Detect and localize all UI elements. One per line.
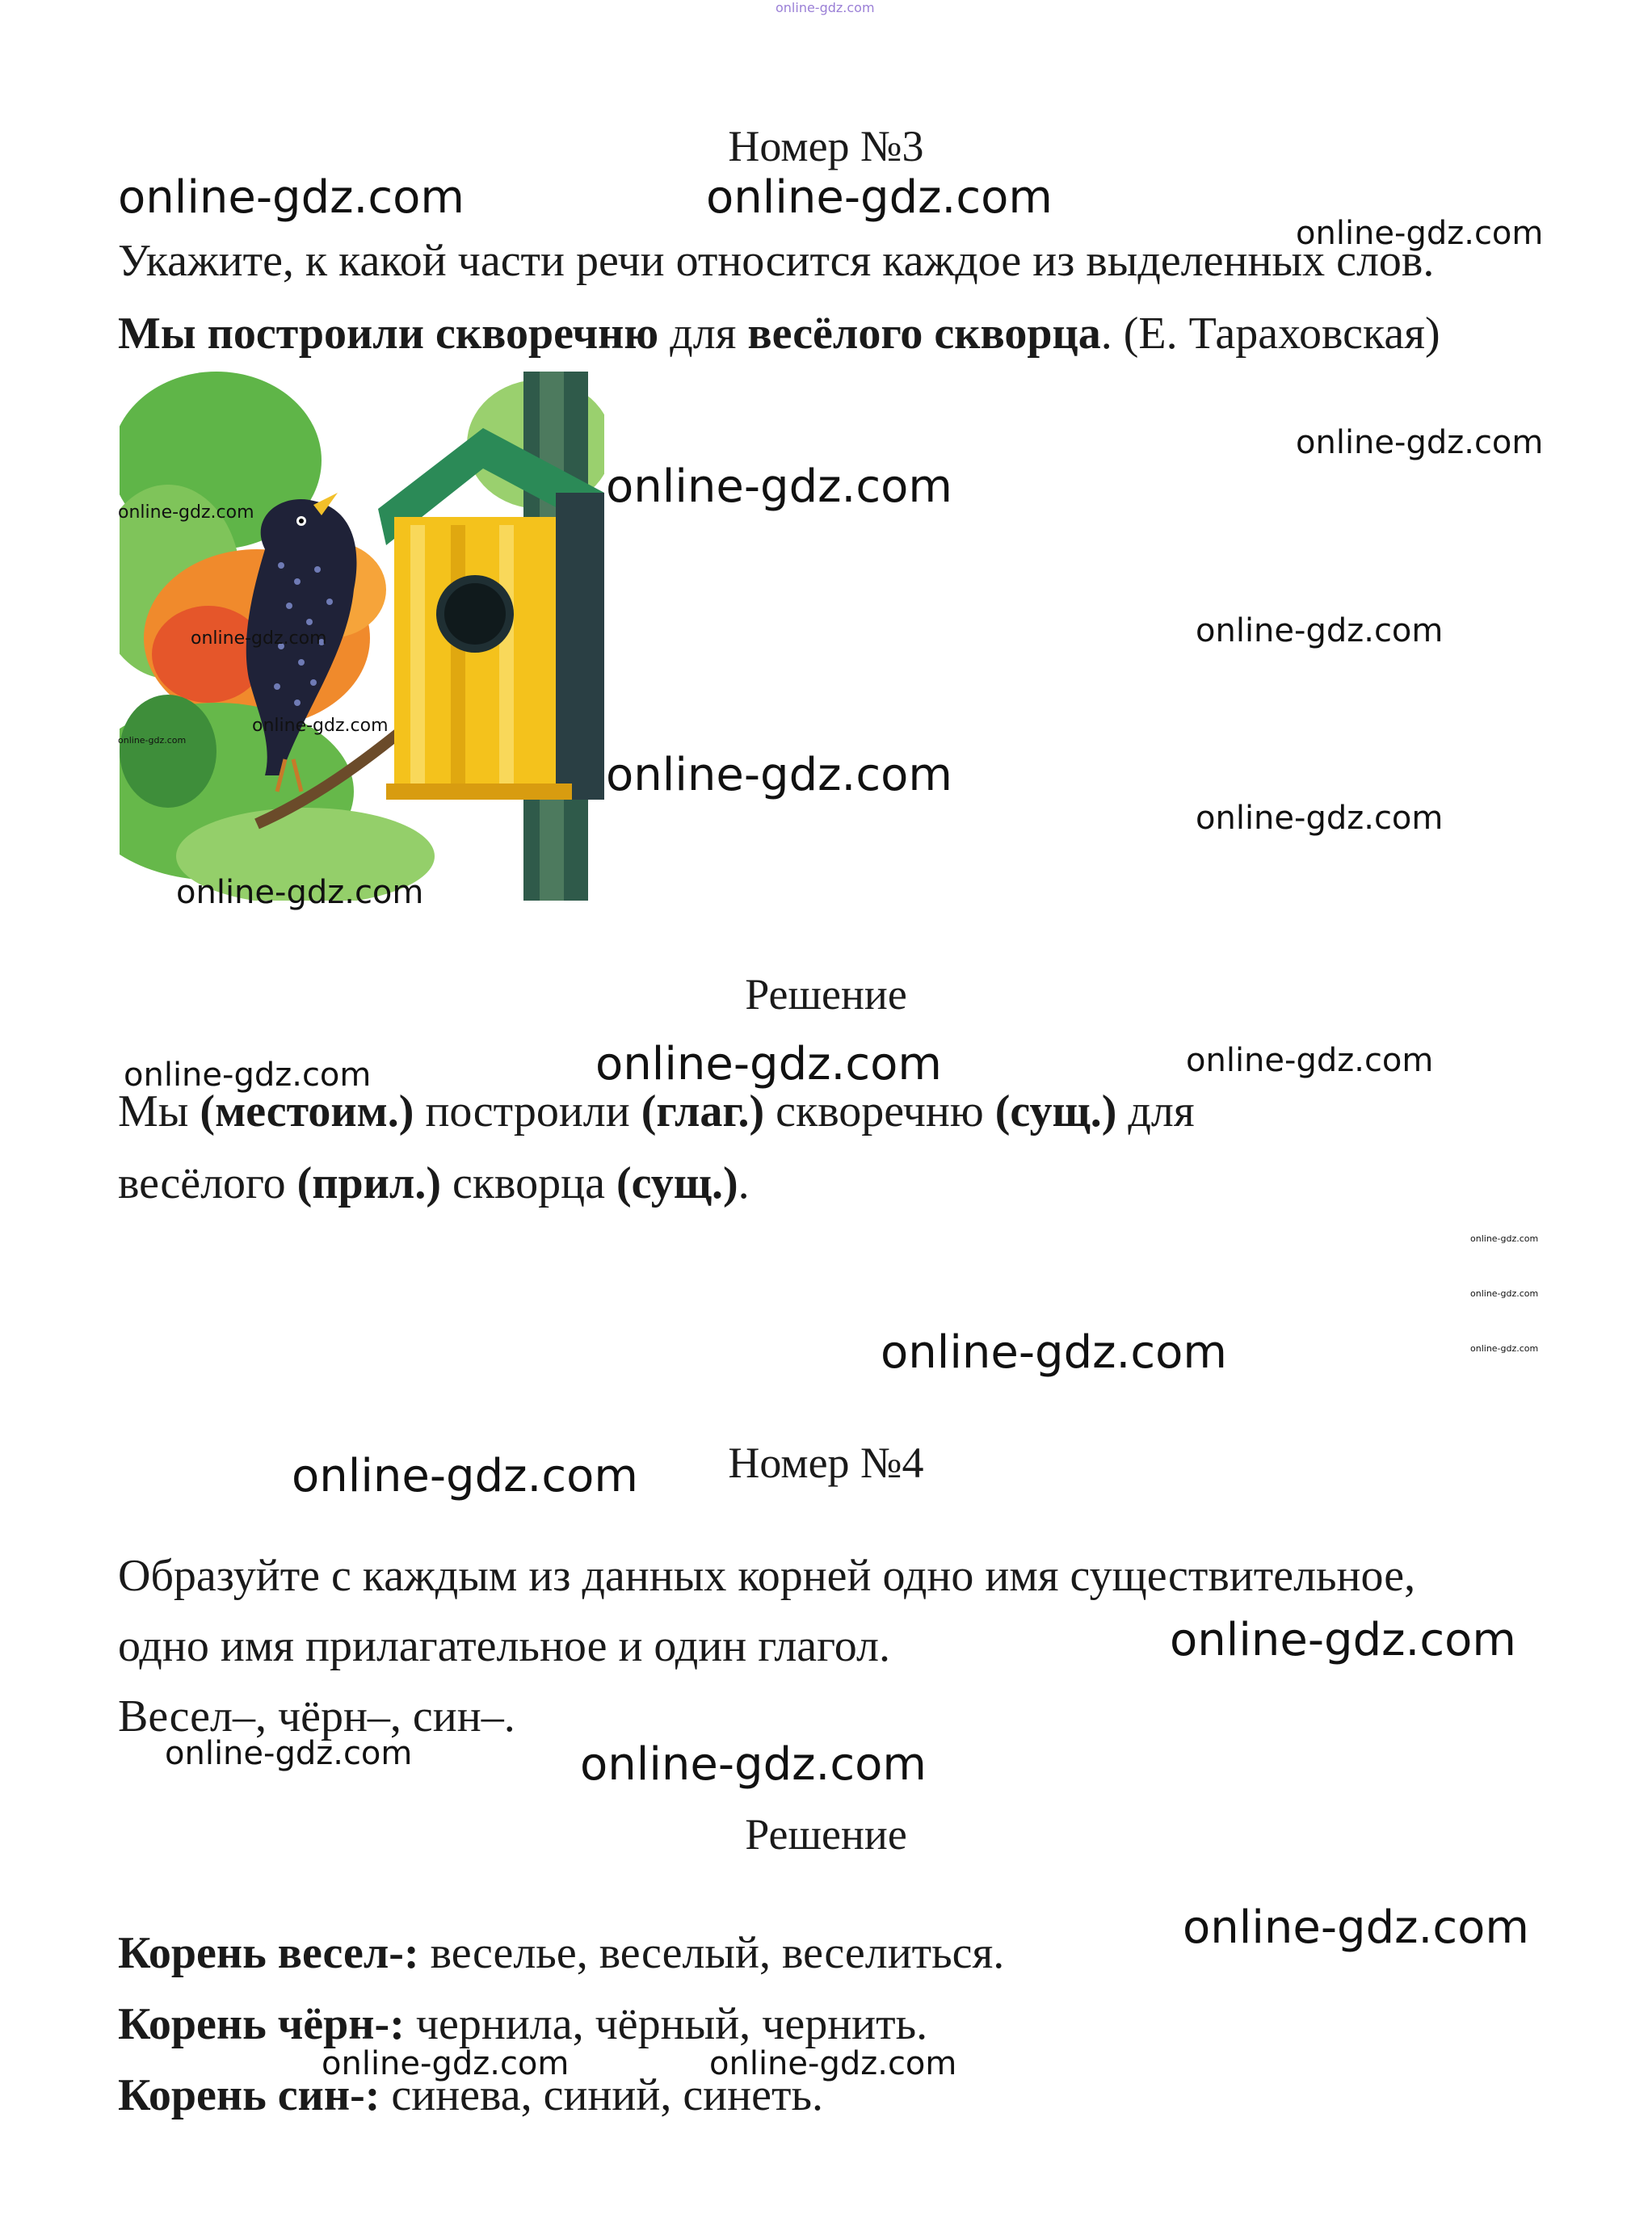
bold-phrase-2: весёлого скворца xyxy=(747,309,1101,359)
watermark: online-gdz.com xyxy=(165,1735,413,1772)
watermark: online-gdz.com xyxy=(1296,424,1544,461)
task3-solution-heading: Решение xyxy=(745,970,907,1019)
tag-noun-1: (сущ.) xyxy=(994,1086,1117,1136)
watermark: online-gdz.com xyxy=(1196,800,1444,837)
task4-roots: Весел–, чёрн–, син–. xyxy=(118,1691,515,1741)
watermark: online-gdz.com xyxy=(1186,1042,1434,1079)
word-dlya: для xyxy=(1116,1086,1195,1136)
answer-words: синева, синий, синеть. xyxy=(380,2070,823,2120)
watermark: online-gdz.com xyxy=(1470,1343,1539,1354)
final-period: . xyxy=(738,1158,750,1208)
task4-solution-heading: Решение xyxy=(745,1810,907,1859)
answer-label: Корень чёрн-: xyxy=(118,1999,405,2049)
task3-solution-line-1 xyxy=(118,1086,1195,1136)
tag-pronoun: (местоим.) xyxy=(200,1086,414,1136)
tag-adjective: (прил.) xyxy=(296,1158,441,1208)
answer-label: Корень весел-: xyxy=(118,1928,419,1978)
watermark: online-gdz.com xyxy=(118,735,187,746)
word-skvortsa: скворца xyxy=(440,1158,616,1208)
tag-noun-2: (сущ.) xyxy=(616,1158,738,1208)
word-my: Мы xyxy=(118,1086,200,1136)
task3-solution-line-2 xyxy=(118,1158,750,1208)
watermark: online-gdz.com xyxy=(1470,1288,1539,1299)
task3-sentence xyxy=(118,309,1440,359)
watermark: online-gdz.com xyxy=(118,171,464,224)
watermark: online-gdz.com xyxy=(322,2045,570,2082)
watermark: online-gdz.com xyxy=(580,1738,927,1791)
word-skvorechnyu: скворечню xyxy=(764,1086,995,1136)
watermark: online-gdz.com xyxy=(118,502,254,523)
task4-question-line-2: одно имя прилагательное и один глагол. xyxy=(118,1621,890,1671)
answer-root-chern xyxy=(118,1999,928,2049)
task3-heading: Номер №3 xyxy=(728,122,924,170)
watermark: online-gdz.com xyxy=(606,460,952,513)
watermark: online-gdz.com xyxy=(124,1057,372,1094)
top-watermark: online-gdz.com xyxy=(776,0,875,15)
watermark: online-gdz.com xyxy=(1296,215,1544,252)
watermark: online-gdz.com xyxy=(595,1038,942,1090)
watermark: online-gdz.com xyxy=(1170,1614,1516,1666)
watermark: online-gdz.com xyxy=(881,1326,1227,1379)
watermark: online-gdz.com xyxy=(176,874,424,911)
watermark: online-gdz.com xyxy=(706,171,1053,224)
word-postroili: построили xyxy=(414,1086,641,1136)
watermark: online-gdz.com xyxy=(252,716,389,736)
watermark: online-gdz.com xyxy=(606,749,952,801)
watermark: online-gdz.com xyxy=(1196,612,1444,649)
tag-verb: (глаг.) xyxy=(641,1086,765,1136)
bold-phrase-1: Мы построили скворечню xyxy=(118,309,659,359)
word-veselogo: весёлого xyxy=(118,1158,297,1208)
watermark: online-gdz.com xyxy=(1183,1901,1529,1954)
watermark: online-gdz.com xyxy=(292,1450,638,1502)
answer-words: веселье, веселый, веселиться. xyxy=(418,1928,1005,1978)
plain-text-2: . (Е. Тараховская) xyxy=(1100,309,1440,359)
watermark: online-gdz.com xyxy=(1470,1233,1539,1244)
watermark: online-gdz.com xyxy=(709,2045,957,2082)
answer-root-vesel xyxy=(118,1930,1004,1976)
task4-question-line-1: Образуйте с каждым из данных корней одно имя существительное, xyxy=(118,1551,1416,1601)
task4-heading: Номер №4 xyxy=(728,1439,924,1487)
task3-question: Укажите, к какой части речи относится каждое из выделенных слов. xyxy=(118,236,1435,286)
watermark: online-gdz.com xyxy=(191,628,327,649)
answer-label: Корень син-: xyxy=(118,2070,380,2120)
plain-text-1: для xyxy=(658,309,748,359)
answer-words: чернила, чёрный, чернить. xyxy=(404,1999,928,2049)
